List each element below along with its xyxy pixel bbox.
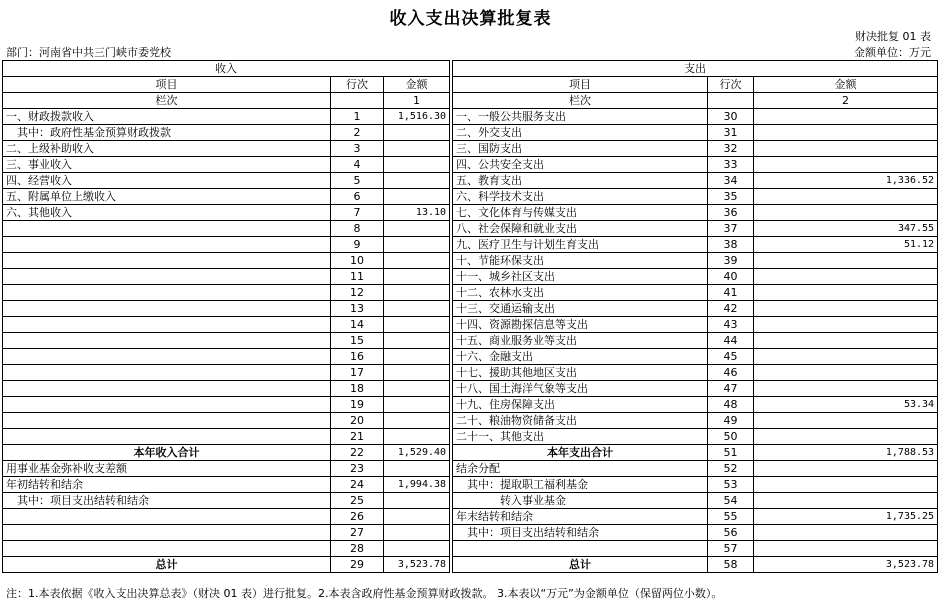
expense-amount: [754, 157, 938, 173]
income-line: 4: [331, 157, 384, 173]
page-title: 收入支出决算批复表: [389, 9, 552, 29]
income-amount: [384, 525, 450, 541]
table-row: [3, 461, 938, 477]
expense-line-header: 行次: [708, 77, 754, 93]
income-amount: [384, 141, 450, 157]
income-item: [3, 413, 331, 429]
expense-item: 十九、住房保障支出: [453, 397, 708, 413]
income-item: [3, 285, 331, 301]
income-amount: [384, 381, 450, 397]
income-line-header: 行次: [331, 77, 384, 93]
income-item: [3, 365, 331, 381]
expense-amount: [754, 541, 938, 557]
expense-line: 57: [708, 541, 754, 557]
table-row: [3, 237, 938, 253]
income-amount: [384, 221, 450, 237]
expense-item: 十四、资源勘探信息等支出: [453, 317, 708, 333]
expense-amount: [754, 109, 938, 125]
column-header-row: [3, 77, 938, 93]
expense-item: 一、一般公共服务支出: [453, 109, 708, 125]
expense-amount: [754, 205, 938, 221]
table-row: [3, 205, 938, 221]
expense-item: [453, 541, 708, 557]
income-amount: [384, 541, 450, 557]
income-item: [3, 221, 331, 237]
income-item: [3, 333, 331, 349]
expense-item: 十三、交通运输支出: [453, 301, 708, 317]
expense-line: 33: [708, 157, 754, 173]
income-item: 用事业基金弥补收支差额: [3, 461, 331, 477]
income-amount: [384, 189, 450, 205]
expense-line: 53: [708, 477, 754, 493]
expense-line: 44: [708, 333, 754, 349]
expense-line: 56: [708, 525, 754, 541]
expense-line: 50: [708, 429, 754, 445]
income-line: 26: [331, 509, 384, 525]
table-row: [3, 493, 938, 509]
table-row: [3, 317, 938, 333]
income-item: 年初结转和结余: [3, 477, 331, 493]
expense-item: 十八、国土海洋气象等支出: [453, 381, 708, 397]
expense-amount: 1,735.25: [754, 509, 938, 525]
expense-amount: 53.34: [754, 397, 938, 413]
income-amount: [384, 173, 450, 189]
table-row: [3, 157, 938, 173]
expense-item: 转入事业基金: [453, 493, 708, 509]
expense-item: 结余分配: [453, 461, 708, 477]
table-row: [3, 429, 938, 445]
income-amount: [384, 269, 450, 285]
expense-item: 三、国防支出: [453, 141, 708, 157]
table-row: [3, 173, 938, 189]
expense-amount: [754, 477, 938, 493]
expense-item: 二十、粮油物资储备支出: [453, 413, 708, 429]
income-amount: [384, 365, 450, 381]
expense-item: 九、医疗卫生与计划生育支出: [453, 237, 708, 253]
income-lanci-number: 1: [384, 93, 450, 109]
income-item: 四、经营收入: [3, 173, 331, 189]
expense-amount: [754, 285, 938, 301]
expense-amount: [754, 349, 938, 365]
income-amount: [384, 125, 450, 141]
income-item: [3, 253, 331, 269]
income-amount: 1,516.30: [384, 109, 450, 125]
table-row: [3, 397, 938, 413]
income-amount: [384, 237, 450, 253]
income-item: 三、事业收入: [3, 157, 331, 173]
income-amount: [384, 253, 450, 269]
income-line: 19: [331, 397, 384, 413]
income-line: 25: [331, 493, 384, 509]
expense-line: 47: [708, 381, 754, 397]
budget-table: [2, 60, 938, 573]
expense-item: 四、公共安全支出: [453, 157, 708, 173]
expense-amount-header: 金额: [754, 77, 938, 93]
income-item: [3, 429, 331, 445]
table-row: [3, 525, 938, 541]
income-item: [3, 301, 331, 317]
income-item: 一、财政拨款收入: [3, 109, 331, 125]
expense-amount: [754, 525, 938, 541]
income-item: [3, 509, 331, 525]
expense-line: 39: [708, 253, 754, 269]
expense-line: 35: [708, 189, 754, 205]
footnote: 注：1.本表依据《收入支出决算总表》（财决 01 表）进行批复。2.本表含政府性基金预算财政拨款。 3.本表以“万元”为金额单位（保留两位小数）。: [6, 587, 723, 600]
income-line: 17: [331, 365, 384, 381]
income-line: 3: [331, 141, 384, 157]
expense-amount: 51.12: [754, 237, 938, 253]
table-row: [3, 365, 938, 381]
income-line: 24: [331, 477, 384, 493]
expense-line: 58: [708, 557, 754, 573]
income-line: 13: [331, 301, 384, 317]
income-lanci-label: 栏次: [3, 93, 331, 109]
table-row: [3, 477, 938, 493]
income-line: 16: [331, 349, 384, 365]
expense-line: 34: [708, 173, 754, 189]
expense-item: 本年支出合计: [453, 445, 708, 461]
income-amount: [384, 397, 450, 413]
table-row: [3, 125, 938, 141]
expense-line: 30: [708, 109, 754, 125]
income-amount: 3,523.78: [384, 557, 450, 573]
expense-amount: [754, 269, 938, 285]
income-amount: [384, 301, 450, 317]
table-row: [3, 301, 938, 317]
expense-item: 年末结转和结余: [453, 509, 708, 525]
expense-line: 55: [708, 509, 754, 525]
income-amount: [384, 333, 450, 349]
income-amount: [384, 317, 450, 333]
expense-item-header: 项目: [453, 77, 708, 93]
expense-line: 54: [708, 493, 754, 509]
income-item-header: 项目: [3, 77, 331, 93]
expense-lanci-line: [708, 93, 754, 109]
expense-amount: [754, 141, 938, 157]
income-line: 11: [331, 269, 384, 285]
income-line: 27: [331, 525, 384, 541]
expense-amount: 347.55: [754, 221, 938, 237]
income-line: 15: [331, 333, 384, 349]
table-row: [3, 557, 938, 573]
income-item: 六、其他收入: [3, 205, 331, 221]
expense-line: 37: [708, 221, 754, 237]
table-row: [3, 381, 938, 397]
expense-lanci-label: 栏次: [453, 93, 708, 109]
income-line: 29: [331, 557, 384, 573]
expense-amount: [754, 493, 938, 509]
expense-line: 48: [708, 397, 754, 413]
expense-line: 32: [708, 141, 754, 157]
expense-item: 十七、援助其他地区支出: [453, 365, 708, 381]
expense-item: 十六、金融支出: [453, 349, 708, 365]
expense-amount: [754, 365, 938, 381]
expense-amount: [754, 333, 938, 349]
expense-amount: [754, 253, 938, 269]
expense-item: 其中：提取职工福利基金: [453, 477, 708, 493]
income-line: 9: [331, 237, 384, 253]
table-row: [3, 541, 938, 557]
income-item: [3, 541, 331, 557]
lanci-row: [3, 93, 938, 109]
income-amount: 1,529.40: [384, 445, 450, 461]
table-row: [3, 269, 938, 285]
income-amount: [384, 285, 450, 301]
income-item: [3, 525, 331, 541]
income-item: 本年收入合计: [3, 445, 331, 461]
table-row: [3, 349, 938, 365]
department-label: 部门：河南省中共三门峡市委党校: [6, 46, 171, 59]
section-header-row: [3, 61, 938, 77]
income-item: [3, 317, 331, 333]
expense-header: 支出: [453, 61, 938, 77]
expense-amount: [754, 125, 938, 141]
income-amount: [384, 429, 450, 445]
income-amount: 1,994.38: [384, 477, 450, 493]
expense-item: 五、教育支出: [453, 173, 708, 189]
income-item: [3, 397, 331, 413]
table-row: [3, 141, 938, 157]
income-line: 22: [331, 445, 384, 461]
income-amount: [384, 413, 450, 429]
table-row: [3, 509, 938, 525]
expense-item: 七、文化体育与传媒支出: [453, 205, 708, 221]
expense-amount: 3,523.78: [754, 557, 938, 573]
expense-item: 二、外交支出: [453, 125, 708, 141]
income-line: 7: [331, 205, 384, 221]
income-line: 6: [331, 189, 384, 205]
income-amount: 13.10: [384, 205, 450, 221]
income-amount-header: 金额: [384, 77, 450, 93]
expense-item: 十二、农林水支出: [453, 285, 708, 301]
income-line: 28: [331, 541, 384, 557]
table-row: [3, 221, 938, 237]
expense-amount: [754, 317, 938, 333]
expense-item: 十、节能环保支出: [453, 253, 708, 269]
income-item: 其中：项目支出结转和结余: [3, 493, 331, 509]
expense-line: 52: [708, 461, 754, 477]
expense-item: 二十一、其他支出: [453, 429, 708, 445]
expense-line: 46: [708, 365, 754, 381]
amount-unit-label: 金额单位：万元: [854, 46, 931, 59]
table-row: [3, 109, 938, 125]
income-line: 2: [331, 125, 384, 141]
expense-amount: [754, 429, 938, 445]
expense-amount: [754, 301, 938, 317]
expense-line: 49: [708, 413, 754, 429]
income-item: [3, 381, 331, 397]
form-number: 财决批复 01 表: [855, 30, 931, 43]
income-line: 1: [331, 109, 384, 125]
table-row: [3, 253, 938, 269]
income-line: 8: [331, 221, 384, 237]
income-line: 12: [331, 285, 384, 301]
income-item: 其中：政府性基金预算财政拨款: [3, 125, 331, 141]
income-amount: [384, 461, 450, 477]
income-item: [3, 349, 331, 365]
income-amount: [384, 349, 450, 365]
expense-amount: 1,336.52: [754, 173, 938, 189]
expense-amount: [754, 461, 938, 477]
expense-item: 十五、商业服务业等支出: [453, 333, 708, 349]
income-item: [3, 237, 331, 253]
income-item: 总计: [3, 557, 331, 573]
expense-item: 十一、城乡社区支出: [453, 269, 708, 285]
income-item: [3, 269, 331, 285]
income-line: 20: [331, 413, 384, 429]
expense-item: 六、科学技术支出: [453, 189, 708, 205]
income-amount: [384, 493, 450, 509]
income-line: 10: [331, 253, 384, 269]
expense-line: 45: [708, 349, 754, 365]
expense-line: 40: [708, 269, 754, 285]
income-item: 二、上级补助收入: [3, 141, 331, 157]
income-line: 18: [331, 381, 384, 397]
table-row: [3, 333, 938, 349]
income-item: 五、附属单位上缴收入: [3, 189, 331, 205]
income-line: 23: [331, 461, 384, 477]
expense-item: 总计: [453, 557, 708, 573]
income-line: 5: [331, 173, 384, 189]
table-row: [3, 413, 938, 429]
expense-line: 41: [708, 285, 754, 301]
expense-line: 38: [708, 237, 754, 253]
income-lanci-line: [331, 93, 384, 109]
expense-line: 51: [708, 445, 754, 461]
expense-amount: [754, 189, 938, 205]
table-row: [3, 189, 938, 205]
expense-lanci-number: 2: [754, 93, 938, 109]
expense-item: 八、社会保障和就业支出: [453, 221, 708, 237]
expense-amount: 1,788.53: [754, 445, 938, 461]
income-amount: [384, 509, 450, 525]
expense-item: 其中：项目支出结转和结余: [453, 525, 708, 541]
expense-line: 42: [708, 301, 754, 317]
expense-line: 31: [708, 125, 754, 141]
income-line: 14: [331, 317, 384, 333]
table-row: [3, 285, 938, 301]
income-line: 21: [331, 429, 384, 445]
expense-line: 36: [708, 205, 754, 221]
income-amount: [384, 157, 450, 173]
expense-amount: [754, 413, 938, 429]
income-header: 收入: [3, 61, 450, 77]
table-row: [3, 445, 938, 461]
expense-amount: [754, 381, 938, 397]
expense-line: 43: [708, 317, 754, 333]
